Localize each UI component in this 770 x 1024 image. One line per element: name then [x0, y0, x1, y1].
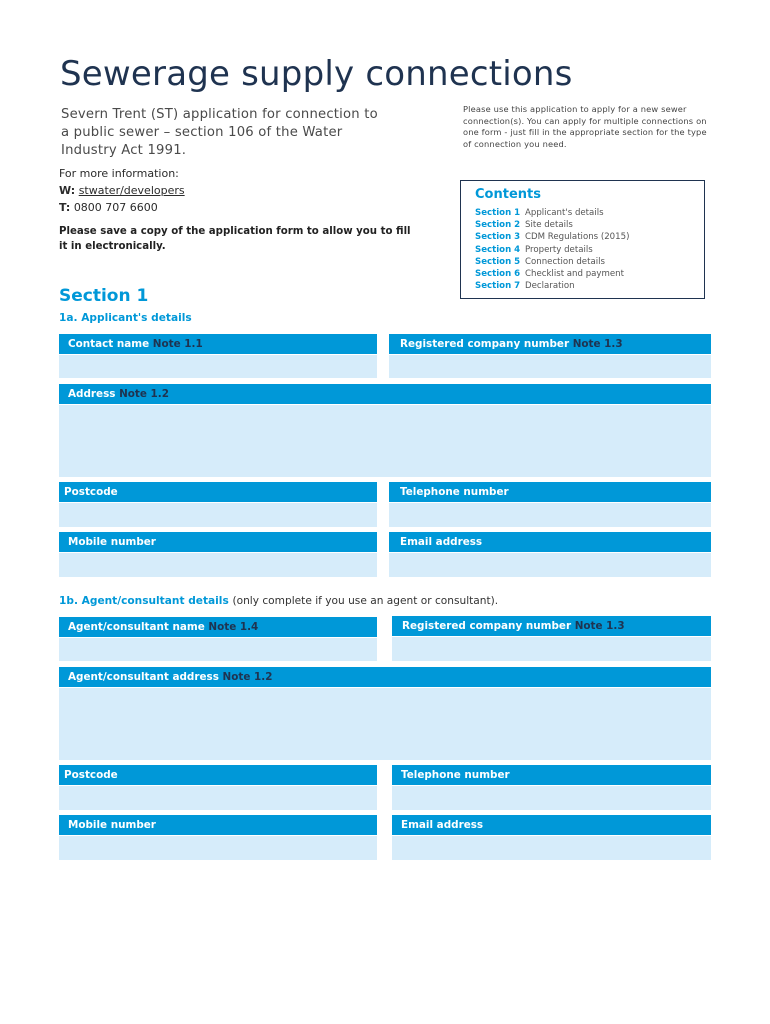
toc-item[interactable]: [475, 207, 704, 219]
subhead-note: (only complete if you use an agent or consultant).: [232, 595, 499, 607]
toc-section: Section 7: [475, 281, 521, 292]
toc-label: Connection details: [525, 256, 605, 267]
contents-box: [460, 180, 705, 299]
company-number-label: [389, 334, 711, 354]
address-label: [59, 384, 711, 404]
field-note: Note 1.2: [222, 671, 273, 683]
subhead-text: 1b. Agent/consultant details: [59, 595, 229, 607]
toc-section: Section 1: [475, 208, 521, 218]
toc-label: Property details: [525, 244, 593, 255]
web-line: [59, 182, 185, 199]
telephone-field[interactable]: [389, 503, 711, 527]
toc-section: Section 5: [475, 256, 521, 267]
more-info-label: For more information:: [59, 167, 179, 180]
agent-mobile-field[interactable]: [59, 836, 377, 860]
tel-value: 0800 707 6600: [73, 201, 158, 214]
toc-label: Site details: [525, 220, 573, 231]
agent-mobile-label: Mobile number: [59, 815, 377, 835]
tel-label: T:: [59, 201, 71, 214]
agent-company-number-label: [392, 616, 711, 636]
toc-item[interactable]: [475, 268, 704, 280]
toc-label: Applicant's details: [525, 208, 604, 218]
company-number-field[interactable]: [389, 355, 711, 378]
web-label: W:: [59, 184, 76, 197]
agent-postcode-label: Postcode: [59, 765, 377, 785]
applicant-details-heading: 1a. Applicant's details: [59, 312, 192, 324]
field-label: Registered company number: [400, 338, 570, 350]
toc-item[interactable]: [475, 231, 704, 243]
agent-company-number-field[interactable]: [392, 637, 711, 661]
agent-address-field[interactable]: [59, 688, 711, 760]
mobile-field[interactable]: [59, 553, 377, 577]
page-title: Sewerage supply connections: [60, 54, 573, 94]
web-link[interactable]: stwater/developers: [78, 184, 185, 197]
toc-label: Checklist and payment: [525, 269, 624, 280]
toc-label: Declaration: [525, 281, 575, 292]
postcode-label: Postcode: [59, 482, 377, 502]
tel-line: [59, 199, 185, 216]
mobile-label: Mobile number: [59, 532, 377, 552]
toc-label: CDM Regulations (2015): [525, 232, 630, 243]
agent-telephone-field[interactable]: [392, 786, 711, 810]
agent-name-label: [59, 617, 377, 637]
toc-section: Section 2: [475, 220, 521, 231]
email-label: Email address: [389, 532, 711, 552]
contact-name-field[interactable]: [59, 355, 377, 378]
field-note: Note 1.3: [572, 338, 623, 350]
field-label: Agent/consultant name: [68, 621, 205, 633]
toc-section: Section 4: [475, 244, 521, 255]
field-label: Address: [68, 388, 116, 400]
toc-item[interactable]: [475, 219, 704, 231]
toc-section: Section 3: [475, 232, 521, 243]
email-field[interactable]: [389, 553, 711, 577]
field-label: Agent/consultant address: [68, 671, 219, 683]
agent-details-heading: [59, 595, 498, 607]
contact-name-label: [59, 334, 377, 354]
save-note: Please save a copy of the application form to allow you to fill it in electronically.: [59, 226, 411, 252]
toc-item[interactable]: [475, 244, 704, 256]
agent-email-label: Email address: [392, 815, 711, 835]
toc-item[interactable]: [475, 280, 704, 292]
agent-telephone-label: Telephone number: [392, 765, 711, 785]
toc-item[interactable]: [475, 256, 704, 268]
postcode-field[interactable]: [59, 503, 377, 527]
field-note: Note 1.2: [119, 388, 169, 400]
intro-text: Please use this application to apply for a new sewer connection(s). You can apply for multiple connections on one form - just fill in the appropriate section for the type of connection you need.: [463, 104, 707, 149]
more-info-block: [59, 165, 185, 216]
field-label: Registered company number: [402, 620, 572, 632]
field-note: Note 1.1: [152, 338, 203, 350]
field-note: Note 1.4: [208, 621, 259, 633]
contents-heading: Contents: [475, 187, 541, 202]
field-note: Note 1.3: [574, 620, 625, 632]
agent-address-label: [59, 667, 711, 687]
telephone-label: Telephone number: [389, 482, 711, 502]
agent-postcode-field[interactable]: [59, 786, 377, 810]
agent-email-field[interactable]: [392, 836, 711, 860]
field-label: Contact name: [68, 338, 150, 350]
section-1-heading: Section 1: [59, 286, 149, 306]
page-subtitle: Severn Trent (ST) application for connection to a public sewer – section 106 of the Water Industry Act 1991.: [61, 107, 378, 158]
address-field[interactable]: [59, 405, 711, 477]
toc-section: Section 6: [475, 269, 521, 280]
agent-name-field[interactable]: [59, 638, 377, 661]
